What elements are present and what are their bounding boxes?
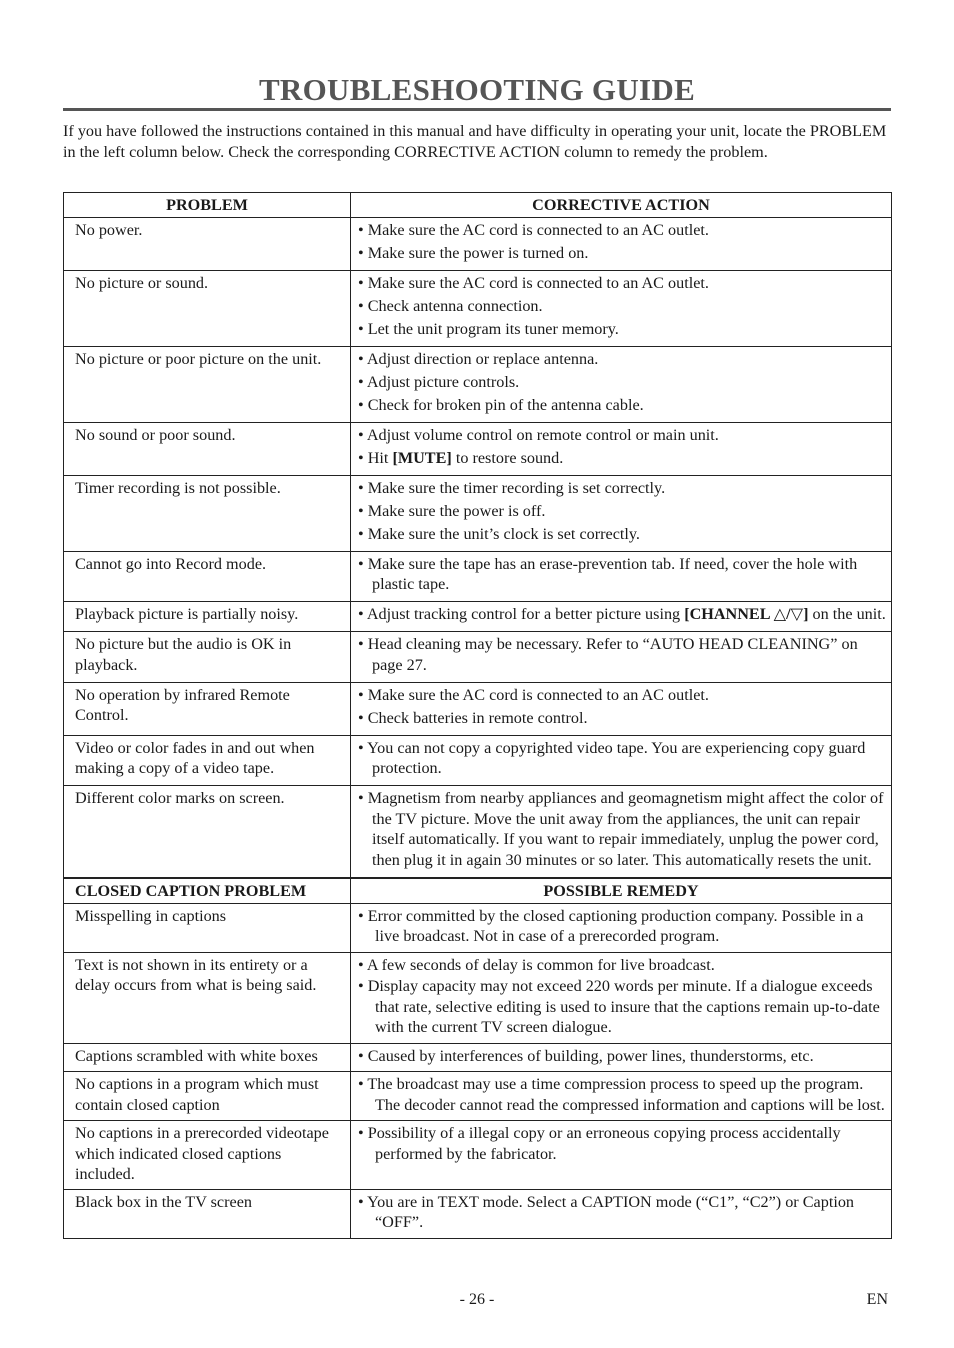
problem-cell: No picture or poor picture on the unit. xyxy=(64,346,351,422)
action-cell xyxy=(351,952,892,1043)
problem-cell: Captions scrambled with white boxes xyxy=(64,1043,351,1072)
closed-caption-table xyxy=(63,878,892,1239)
title-rule xyxy=(63,108,891,111)
problem-cell: No power. xyxy=(64,217,351,270)
action-cell xyxy=(351,632,892,683)
problem-cell: Misspelling in captions xyxy=(64,903,351,952)
table-row xyxy=(64,903,892,952)
action-item: • Magnetism from nearby appliances and geomagnetism might affect the color of the TV picture. Move the unit away from the appliances, the unit can repair itself automatically. If you want to repair immediately, unplug the power cord, then plug it in again 30 minutes or so later. This automatically resets the unit. xyxy=(358,789,884,869)
action-cell xyxy=(351,1121,892,1190)
action-item: • Make sure the AC cord is connected to an AC outlet. xyxy=(358,220,709,239)
table-row xyxy=(64,217,892,270)
problem-cell: Different color marks on screen. xyxy=(64,786,351,878)
problem-cell: Video or color fades in and out when making a copy of a video tape. xyxy=(64,735,351,786)
channel-key-label: [CHANNEL △/▽] xyxy=(684,605,809,623)
table-row xyxy=(64,1121,892,1190)
action-cell xyxy=(351,682,892,735)
action-item: • Make sure the power is turned on. xyxy=(358,243,589,262)
problem-cell: Timer recording is not possible. xyxy=(64,475,351,551)
action-cell xyxy=(351,903,892,952)
table-row xyxy=(64,952,892,1043)
table-header-row xyxy=(64,193,892,218)
problem-cell: No captions in a prerecorded videotape which indicated closed captions included. xyxy=(64,1121,351,1190)
action-cell xyxy=(351,551,892,602)
table-header-row xyxy=(64,879,892,904)
problem-cell: No sound or poor sound. xyxy=(64,422,351,475)
table-row xyxy=(64,735,892,786)
table-row xyxy=(64,1189,892,1238)
action-item: • A few seconds of delay is common for live broadcast. xyxy=(358,955,715,974)
action-text: to restore sound. xyxy=(451,448,564,467)
table-row xyxy=(64,346,892,422)
troubleshooting-table xyxy=(63,192,892,878)
action-cell xyxy=(351,602,892,632)
table-row xyxy=(64,551,892,602)
language-code: EN xyxy=(866,1291,888,1308)
action-text: • Hit xyxy=(358,448,393,467)
problem-cell: Cannot go into Record mode. xyxy=(64,551,351,602)
problem-cell: No captions in a program which must contain closed caption xyxy=(64,1072,351,1121)
table-row xyxy=(64,632,892,683)
problem-cell: Text is not shown in its entirety or a delay occurs from what is being said. xyxy=(64,952,351,1043)
closed-caption-problem-column-header: CLOSED CAPTION PROBLEM xyxy=(64,879,351,904)
page-number: - 26 - xyxy=(459,1291,495,1308)
intro-paragraph: If you have followed the instructions contained in this manual and have difficulty in operating your unit, locate the PROBLEM in the left column below. Check the corresponding CORRECTIVE ACTION column to remedy the problem. xyxy=(63,122,887,161)
action-cell xyxy=(351,1043,892,1072)
action-item xyxy=(358,604,887,625)
closed-caption-rows xyxy=(64,903,892,1238)
problem-cell: Playback picture is partially noisy. xyxy=(64,602,351,632)
action-item: • The broadcast may use a time compression process to speed up the program. The decoder cannot read the compressed information and captions will be lost. xyxy=(358,1075,885,1114)
action-cell xyxy=(351,475,892,551)
action-item: • Adjust direction or replace antenna. xyxy=(358,349,599,368)
action-cell xyxy=(351,1072,892,1121)
action-item: • Make sure the unit’s clock is set correctly. xyxy=(358,524,640,543)
action-item: • Possibility of a illegal copy or an erroneous copying process accidentally performed by the fabricator. xyxy=(358,1124,841,1163)
action-item: • Display capacity may not exceed 220 words per minute. If a dialogue exceeds that rate, selective editing is used to insure that the captions remain up-to-date with the current TV screen dialogue. xyxy=(358,977,880,1036)
action-item: • Make sure the tape has an erase-prevention tab. If need, cover the hole with plastic tape. xyxy=(358,554,858,593)
possible-remedy-column-header: POSSIBLE REMEDY xyxy=(351,879,892,904)
action-cell xyxy=(351,422,892,475)
action-item: • Adjust picture controls. xyxy=(358,372,520,391)
action-item: • Make sure the power is off. xyxy=(358,501,546,520)
action-item: • Make sure the AC cord is connected to an AC outlet. xyxy=(358,685,709,704)
table-row xyxy=(64,475,892,551)
table-row xyxy=(64,1043,892,1072)
action-cell xyxy=(351,1189,892,1238)
table-row xyxy=(64,422,892,475)
table-row xyxy=(64,682,892,735)
action-item: • Error committed by the closed captioning production company. Possible in a live broadcast. Not in case of a prerecorded program. xyxy=(358,906,864,945)
table-row xyxy=(64,1072,892,1121)
action-item: • Check for broken pin of the antenna cable. xyxy=(358,395,644,414)
action-item xyxy=(358,448,887,469)
problem-column-header: PROBLEM xyxy=(64,193,351,218)
table-row xyxy=(64,786,892,878)
action-item: • Make sure the timer recording is set correctly. xyxy=(358,478,666,497)
table-row xyxy=(64,270,892,346)
action-item: • You can not copy a copyrighted video tape. You are experiencing copy guard protection. xyxy=(358,738,866,777)
action-cell xyxy=(351,735,892,786)
action-cell xyxy=(351,786,892,878)
problem-cell: Black box in the TV screen xyxy=(64,1189,351,1238)
action-cell xyxy=(351,270,892,346)
table-row xyxy=(64,602,892,632)
action-text: on the unit. xyxy=(808,605,886,623)
problem-cell: No picture or sound. xyxy=(64,270,351,346)
corrective-action-column-header: CORRECTIVE ACTION xyxy=(351,193,892,218)
action-text: • Adjust tracking control for a better picture using xyxy=(358,605,685,623)
action-item: • You are in TEXT mode. Select a CAPTION mode (“C1”, “C2”) or Caption “OFF”. xyxy=(358,1192,855,1231)
action-item: • Adjust volume control on remote control or main unit. xyxy=(358,425,719,444)
problem-cell: No operation by infrared Remote Control. xyxy=(64,682,351,735)
page-title: TROUBLESHOOTING GUIDE xyxy=(258,72,696,107)
action-item: • Head cleaning may be necessary. Refer to “AUTO HEAD CLEANING” on page 27. xyxy=(358,635,858,674)
troubleshooting-rows xyxy=(64,217,892,877)
action-item: • Check antenna connection. xyxy=(358,296,543,315)
mute-key-label: [MUTE] xyxy=(392,448,452,467)
problem-cell: No picture but the audio is OK in playback. xyxy=(64,632,351,683)
action-item: • Let the unit program its tuner memory. xyxy=(358,319,619,338)
action-cell xyxy=(351,346,892,422)
action-cell xyxy=(351,217,892,270)
action-item: • Make sure the AC cord is connected to an AC outlet. xyxy=(358,273,709,292)
action-item: • Caused by interferences of building, power lines, thunderstorms, etc. xyxy=(358,1046,814,1065)
action-item: • Check batteries in remote control. xyxy=(358,708,588,727)
